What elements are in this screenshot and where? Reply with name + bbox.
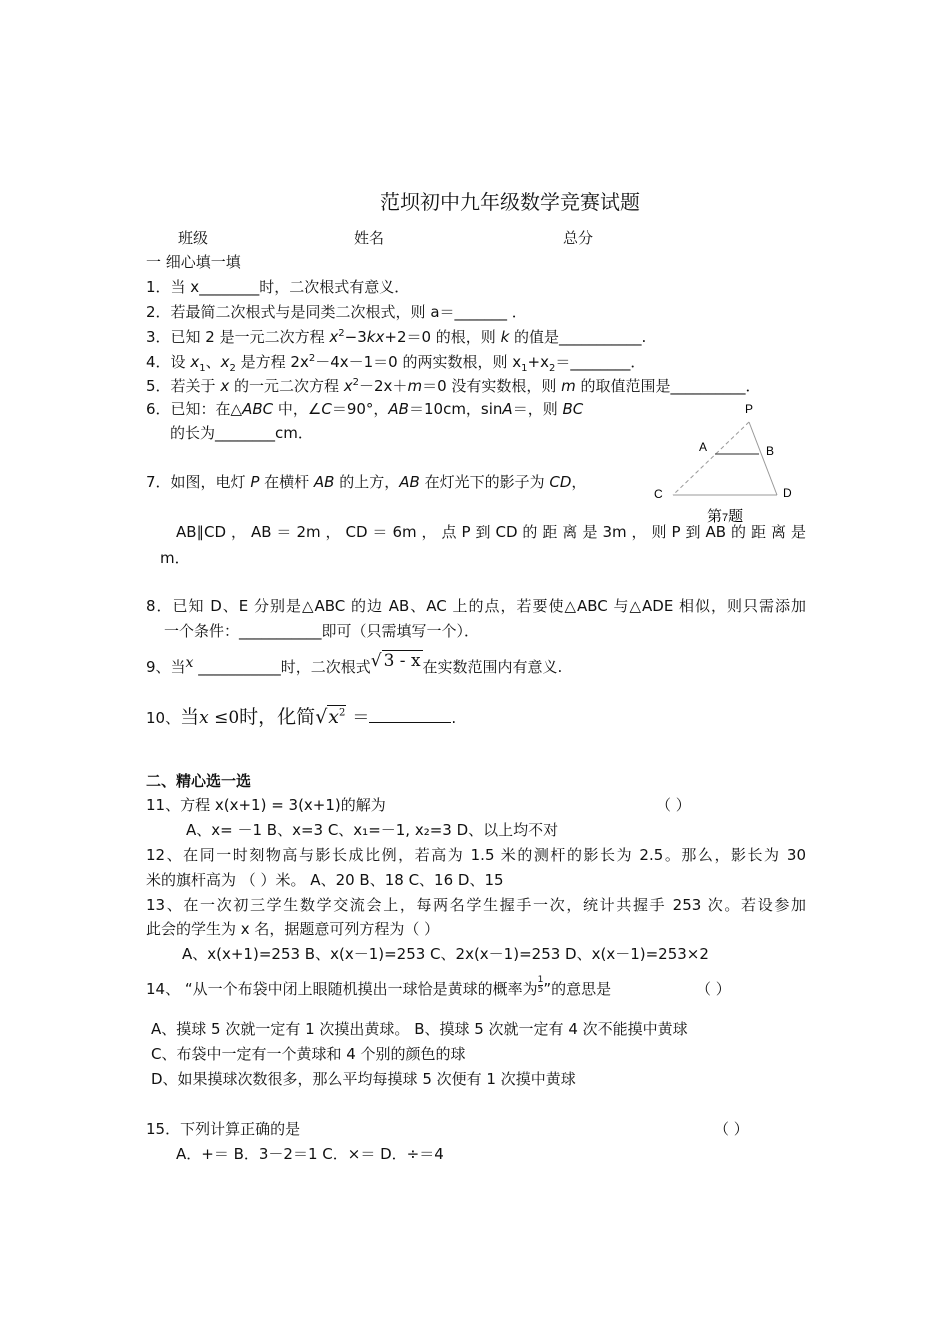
question-14-option-a-b: A、摸球 5 次就一定有 1 次摸出黄球。 B、摸球 5 次就一定有 4 次不能摸中黄球: [151, 1020, 688, 1038]
fraction-one-fifth: $\frac{1}{5}$: [537, 975, 544, 995]
sqrt-3-minus-x: √ 3 - x: [370, 651, 421, 671]
question-11-answer-paren: （ ）: [656, 796, 691, 814]
question-7-line-2: AB∥CD ， AB ＝ 2m ， CD ＝ 6m ， 点 P 到 CD 的 距 离 是 3m ， 则 P 到 AB 的 距 离 是: [176, 523, 806, 541]
question-13-options: A、x(x+1)=253 B、x(x－1)=253 C、2x(x－1)=253 D、x(x－1)=253×2: [182, 945, 709, 963]
question-15-options: A．+＝ B．3－2＝1 C．×＝ D．÷＝4: [176, 1145, 444, 1163]
question-12-line-2: 米的旗杆高为 （ ）米。 A、20 B、18 C、16 D、15: [146, 871, 504, 889]
section-1-heading: 一 细心填一填: [146, 253, 241, 271]
line-p-c: [673, 422, 749, 495]
question-12-line-1: 12、在同一时刻物高与影长成比例，若高为 1.5 米的测杆的影长为 2.5。那么，影长为 30: [146, 846, 806, 864]
question-14-answer-paren: （ ）: [696, 980, 731, 998]
label-d: D: [783, 486, 792, 500]
figure-caption: 第7题: [707, 508, 744, 525]
line-p-d: [749, 422, 777, 495]
question-5: 5．若关于 x 的一元二次方程 $x^2-2x+m=0$ 没有实数根，则 m 的取值范围是__________．: [146, 377, 761, 395]
question-7-line-1: 7．如图，电灯 P 在横杆 AB 的上方，AB 在灯光下的影子为 CD，: [146, 473, 587, 491]
question-10: 10、当x ≤0时，化简$√x^2$ ＝ .: [146, 706, 457, 728]
question-6-line-1: 6．已知：在△ABC 中，∠C＝90°，AB＝10cm，sinA＝，则 BC: [146, 400, 584, 418]
label-b: B: [766, 444, 775, 458]
question-15-stem: 15．下列计算正确的是: [146, 1120, 301, 1138]
question-2: 2．若最简二次根式与是同类二次根式，则 a＝_______ ．: [146, 303, 527, 321]
section-2-heading: 二、精心选一选: [146, 772, 252, 790]
question-7-line-3: m．: [160, 549, 190, 567]
question-6-line-2: 的长为________cm．: [170, 424, 313, 442]
class-label: 班级: [178, 229, 209, 247]
question-1: 1．当 x________时，二次根式有意义．: [146, 278, 410, 296]
label-a: A: [699, 440, 708, 454]
sqrt-x-squared: $√x^2$: [315, 706, 346, 728]
question-14-option-d: D、如果摸球次数很多，那么平均每摸球 5 次便有 1 次摸中黄球: [151, 1070, 576, 1088]
question-8-line-1: 8．已知 D、E 分别是△ABC 的边 AB、AC 上的点，若要使△ABC 与△ADE 相似，则只需添加: [146, 597, 806, 615]
question-14-option-c: C、布袋中一定有一个黄球和 4 个别的颜色的球: [151, 1045, 466, 1063]
question-8-line-2: 一个条件：___________即可（只需填写一个）．: [164, 622, 480, 640]
label-c: C: [654, 487, 663, 501]
answer-blank: [369, 722, 451, 723]
question-4: 4．设 $x_1$、$x_2$ 是方程 $2x^2-4x-1=0$ 的两实数根，则 $x_1+x_2=\_\_\_\_\_\_\_\_$．: [146, 353, 646, 374]
name-label: 姓名: [354, 229, 385, 247]
question-13-line-2: 此会的学生为 x 名，据题意可列方程为（ ）: [146, 920, 440, 938]
question-15-answer-paren: （ ）: [714, 1120, 749, 1138]
question-11-options: A、x= －1 B、x=3 C、x₁=－1, x₂=3 D、以上均不对: [186, 821, 559, 839]
question-9: 9、当x ___________时，二次根式√ 3 - x 在实数范围内有意义.: [146, 651, 563, 676]
figure-7-diagram: [640, 395, 810, 530]
question-11-stem: 11、方程 x(x+1) = 3(x+1)的解为: [146, 796, 386, 814]
question-14-stem: 14、 “从一个布袋中闭上眼随机摸出一球恰是黄球的概率为 $\frac{1}{5}$ ”的意思是: [146, 975, 612, 998]
label-p: P: [745, 402, 754, 416]
question-13-line-1: 13、在一次初三学生数学交流会上，每两名学生握手一次，统计共握手 253 次。若设参加: [146, 896, 806, 914]
score-label: 总分: [563, 229, 594, 247]
page-title: 范坝初中九年级数学竞赛试题: [380, 190, 640, 214]
question-3: 3．已知 2 是一元二次方程 $x^2-3kx+2=0$ 的根，则 k 的值是___________.: [146, 328, 647, 346]
